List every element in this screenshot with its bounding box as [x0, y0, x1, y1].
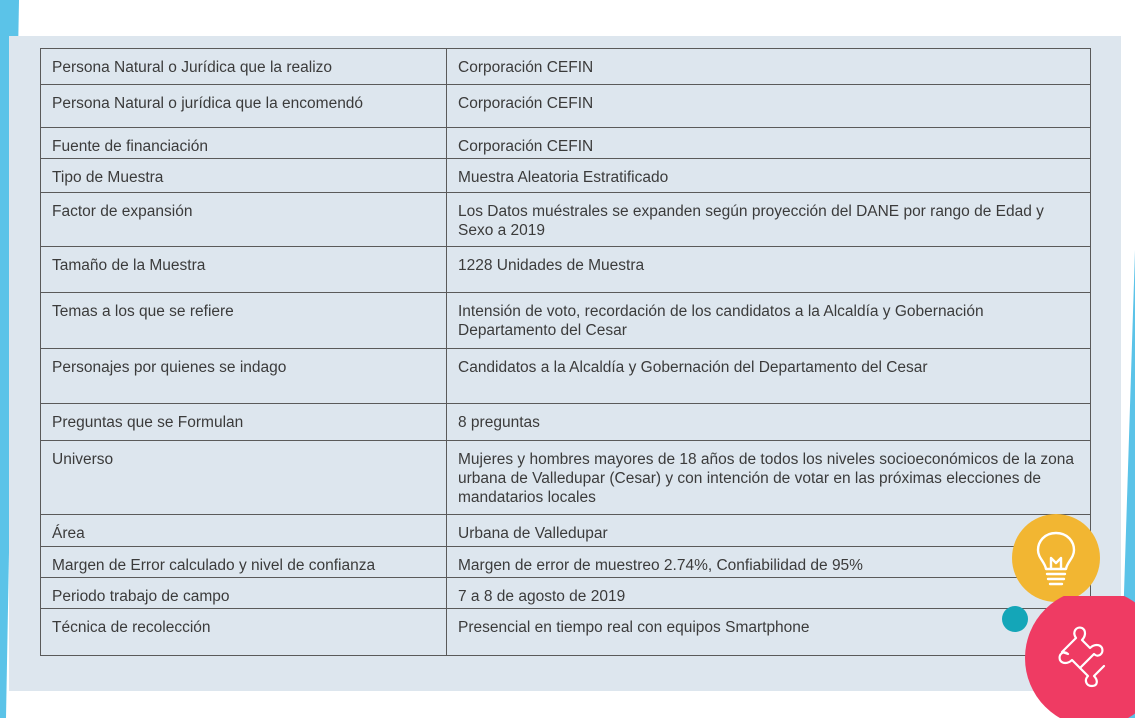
table-row [41, 49, 1091, 85]
table-row [41, 404, 1091, 441]
row-label: Factor de expansión [41, 193, 447, 247]
table-row [41, 515, 1091, 547]
row-label: Persona Natural o jurídica que la encomendó [41, 85, 447, 128]
row-value: Intensión de voto, recordación de los candidatos a la Alcaldía y Gobernación Departamento del Cesar [447, 293, 1091, 349]
row-value: 1228 Unidades de Muestra [447, 247, 1091, 293]
table-row [41, 547, 1091, 578]
row-value: Corporación CEFIN [447, 85, 1091, 128]
row-label: Temas a los que se refiere [41, 293, 447, 349]
row-value: Candidatos a la Alcaldía y Gobernación del Departamento del Cesar [447, 349, 1091, 404]
lightbulb-badge [1011, 513, 1101, 603]
teal-dot [1001, 605, 1029, 633]
table-row [41, 193, 1091, 247]
row-value: Presencial en tiempo real con equipos Smartphone [447, 609, 1091, 656]
row-label: Área [41, 515, 447, 547]
row-label: Preguntas que se Formulan [41, 404, 447, 441]
row-value: Los Datos muéstrales se expanden según proyección del DANE por rango de Edad y Sexo a 2019 [447, 193, 1091, 247]
table-row [41, 159, 1091, 193]
row-label: Fuente de financiación [41, 128, 447, 159]
row-value: Corporación CEFIN [447, 49, 1091, 85]
row-value: Margen de error de muestreo 2.74%, Confiabilidad de 95% [447, 547, 1091, 578]
puzzle-badge [1024, 596, 1135, 718]
row-value: Mujeres y hombres mayores de 18 años de todos los niveles socioeconómicos de la zona urbana de Valledupar (Cesar) y con intención de votar en las próximas elecciones de mandatarios locales [447, 441, 1091, 515]
table-row [41, 247, 1091, 293]
row-label: Técnica de recolección [41, 609, 447, 656]
row-label: Tamaño de la Muestra [41, 247, 447, 293]
technical-sheet-table [40, 48, 1091, 656]
table-row [41, 128, 1091, 159]
row-label: Persona Natural o Jurídica que la realizo [41, 49, 447, 85]
row-value: Muestra Aleatoria Estratificado [447, 159, 1091, 193]
row-label: Tipo de Muestra [41, 159, 447, 193]
row-label: Universo [41, 441, 447, 515]
row-value: 7 a 8 de agosto de 2019 [447, 578, 1091, 609]
row-label: Margen de Error calculado y nivel de confianza [41, 547, 447, 578]
table-row [41, 441, 1091, 515]
table-row [41, 609, 1091, 656]
table-row [41, 85, 1091, 128]
row-value: 8 preguntas [447, 404, 1091, 441]
table-row [41, 349, 1091, 404]
row-value: Urbana de Valledupar [447, 515, 1091, 547]
table-row [41, 293, 1091, 349]
row-label: Personajes por quienes se indago [41, 349, 447, 404]
row-label: Periodo trabajo de campo [41, 578, 447, 609]
table-row [41, 578, 1091, 609]
row-value: Corporación CEFIN [447, 128, 1091, 159]
